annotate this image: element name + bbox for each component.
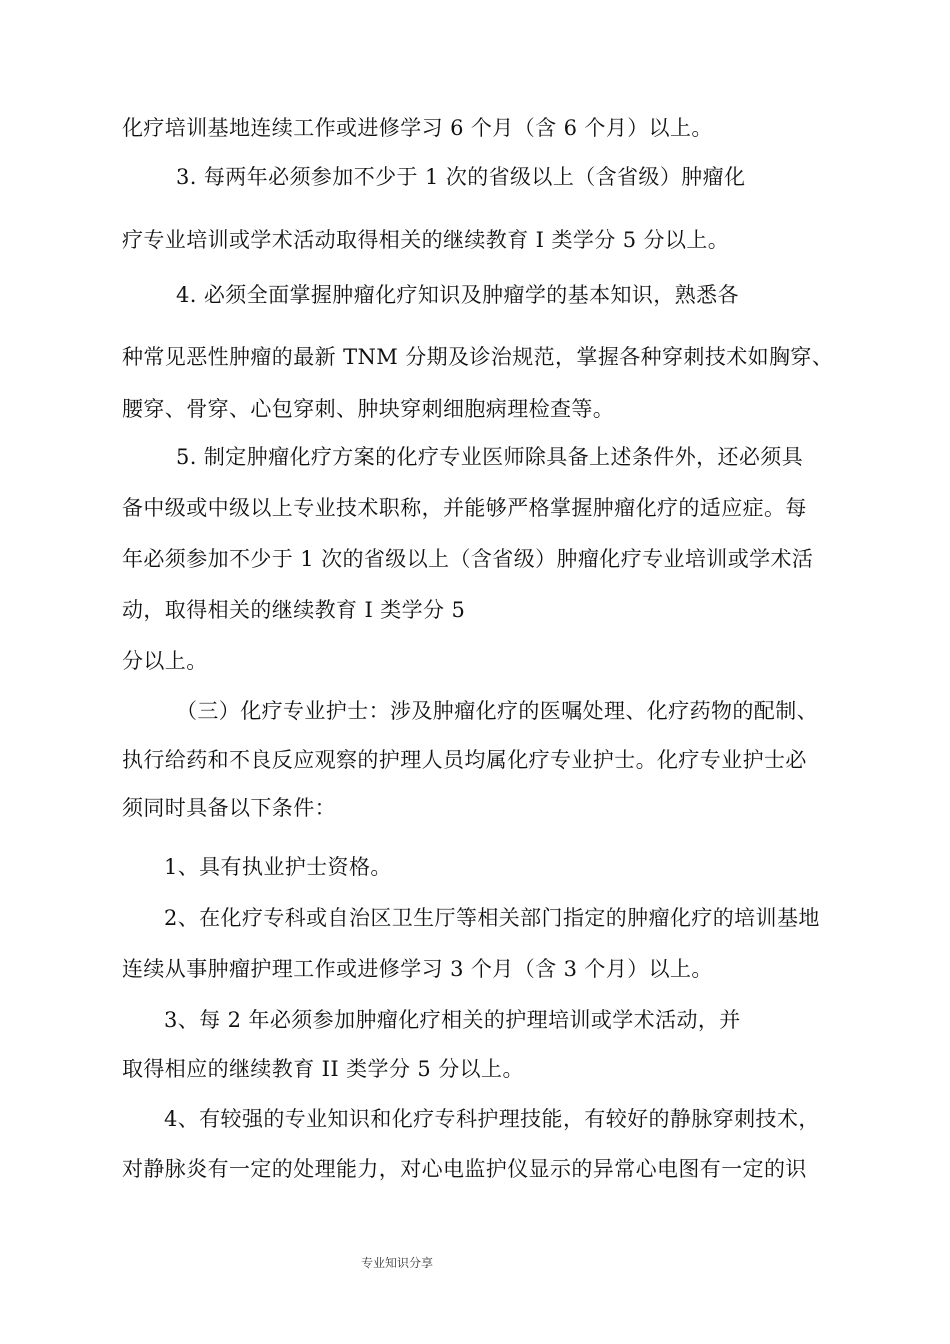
text-line: 腰穿、骨穿、心包穿刺、肿块穿刺细胞病理检查等。	[122, 397, 615, 421]
text-line: 4、有较强的专业知识和化疗专科护理技能，有较好的静脉穿刺技术，	[164, 1107, 820, 1131]
page-footer: 专业知识分享	[361, 1256, 434, 1270]
text-line: 种常见恶性肿瘤的最新 TNM 分期及诊治规范，掌握各种穿刺技术如胸穿、	[122, 345, 834, 369]
text-line: 取得相应的继续教育 II 类学分 5 分以上。	[122, 1057, 524, 1081]
text-line: 3、每 2 年必须参加肿瘤化疗相关的护理培训或学术活动，并	[164, 1008, 741, 1032]
text-line: 3. 每两年必须参加不少于 1 次的省级以上（含省级）肿瘤化	[176, 165, 746, 189]
text-line: 2、在化疗专科或自治区卫生厅等相关部门指定的肿瘤化疗的培训基地	[164, 906, 820, 930]
text-line: 对静脉炎有一定的处理能力，对心电监护仪显示的异常心电图有一定的识	[122, 1157, 807, 1181]
text-line: 1、具有执业护士资格。	[164, 855, 392, 879]
text-line: 年必须参加不少于 1 次的省级以上（含省级）肿瘤化疗专业培训或学术活	[122, 547, 814, 571]
text-line: 5. 制定肿瘤化疗方案的化疗专业医师除具备上述条件外，还必须具	[176, 445, 804, 469]
text-line: 备中级或中级以上专业技术职称，并能够严格掌握肿瘤化疗的适应症。每	[122, 496, 807, 520]
text-line: 须同时具备以下条件：	[122, 796, 336, 820]
text-line: 分以上。	[122, 649, 208, 673]
text-line: 执行给药和不良反应观察的护理人员均属化疗专业护士。化疗专业护士必	[122, 748, 807, 772]
text-line: 化疗培训基地连续工作或进修学习 6 个月（含 6 个月）以上。	[122, 116, 713, 140]
text-line: 连续从事肿瘤护理工作或进修学习 3 个月（含 3 个月）以上。	[122, 957, 713, 981]
text-line: 疗专业培训或学术活动取得相关的继续教育 I 类学分 5 分以上。	[122, 228, 730, 252]
text-line: 动，取得相关的继续教育 I 类学分 5	[122, 598, 466, 622]
text-line: 4. 必须全面掌握肿瘤化疗知识及肿瘤学的基本知识，熟悉各	[176, 283, 739, 307]
text-line: （三）化疗专业护士：涉及肿瘤化疗的医嘱处理、化疗药物的配制、	[176, 699, 818, 723]
